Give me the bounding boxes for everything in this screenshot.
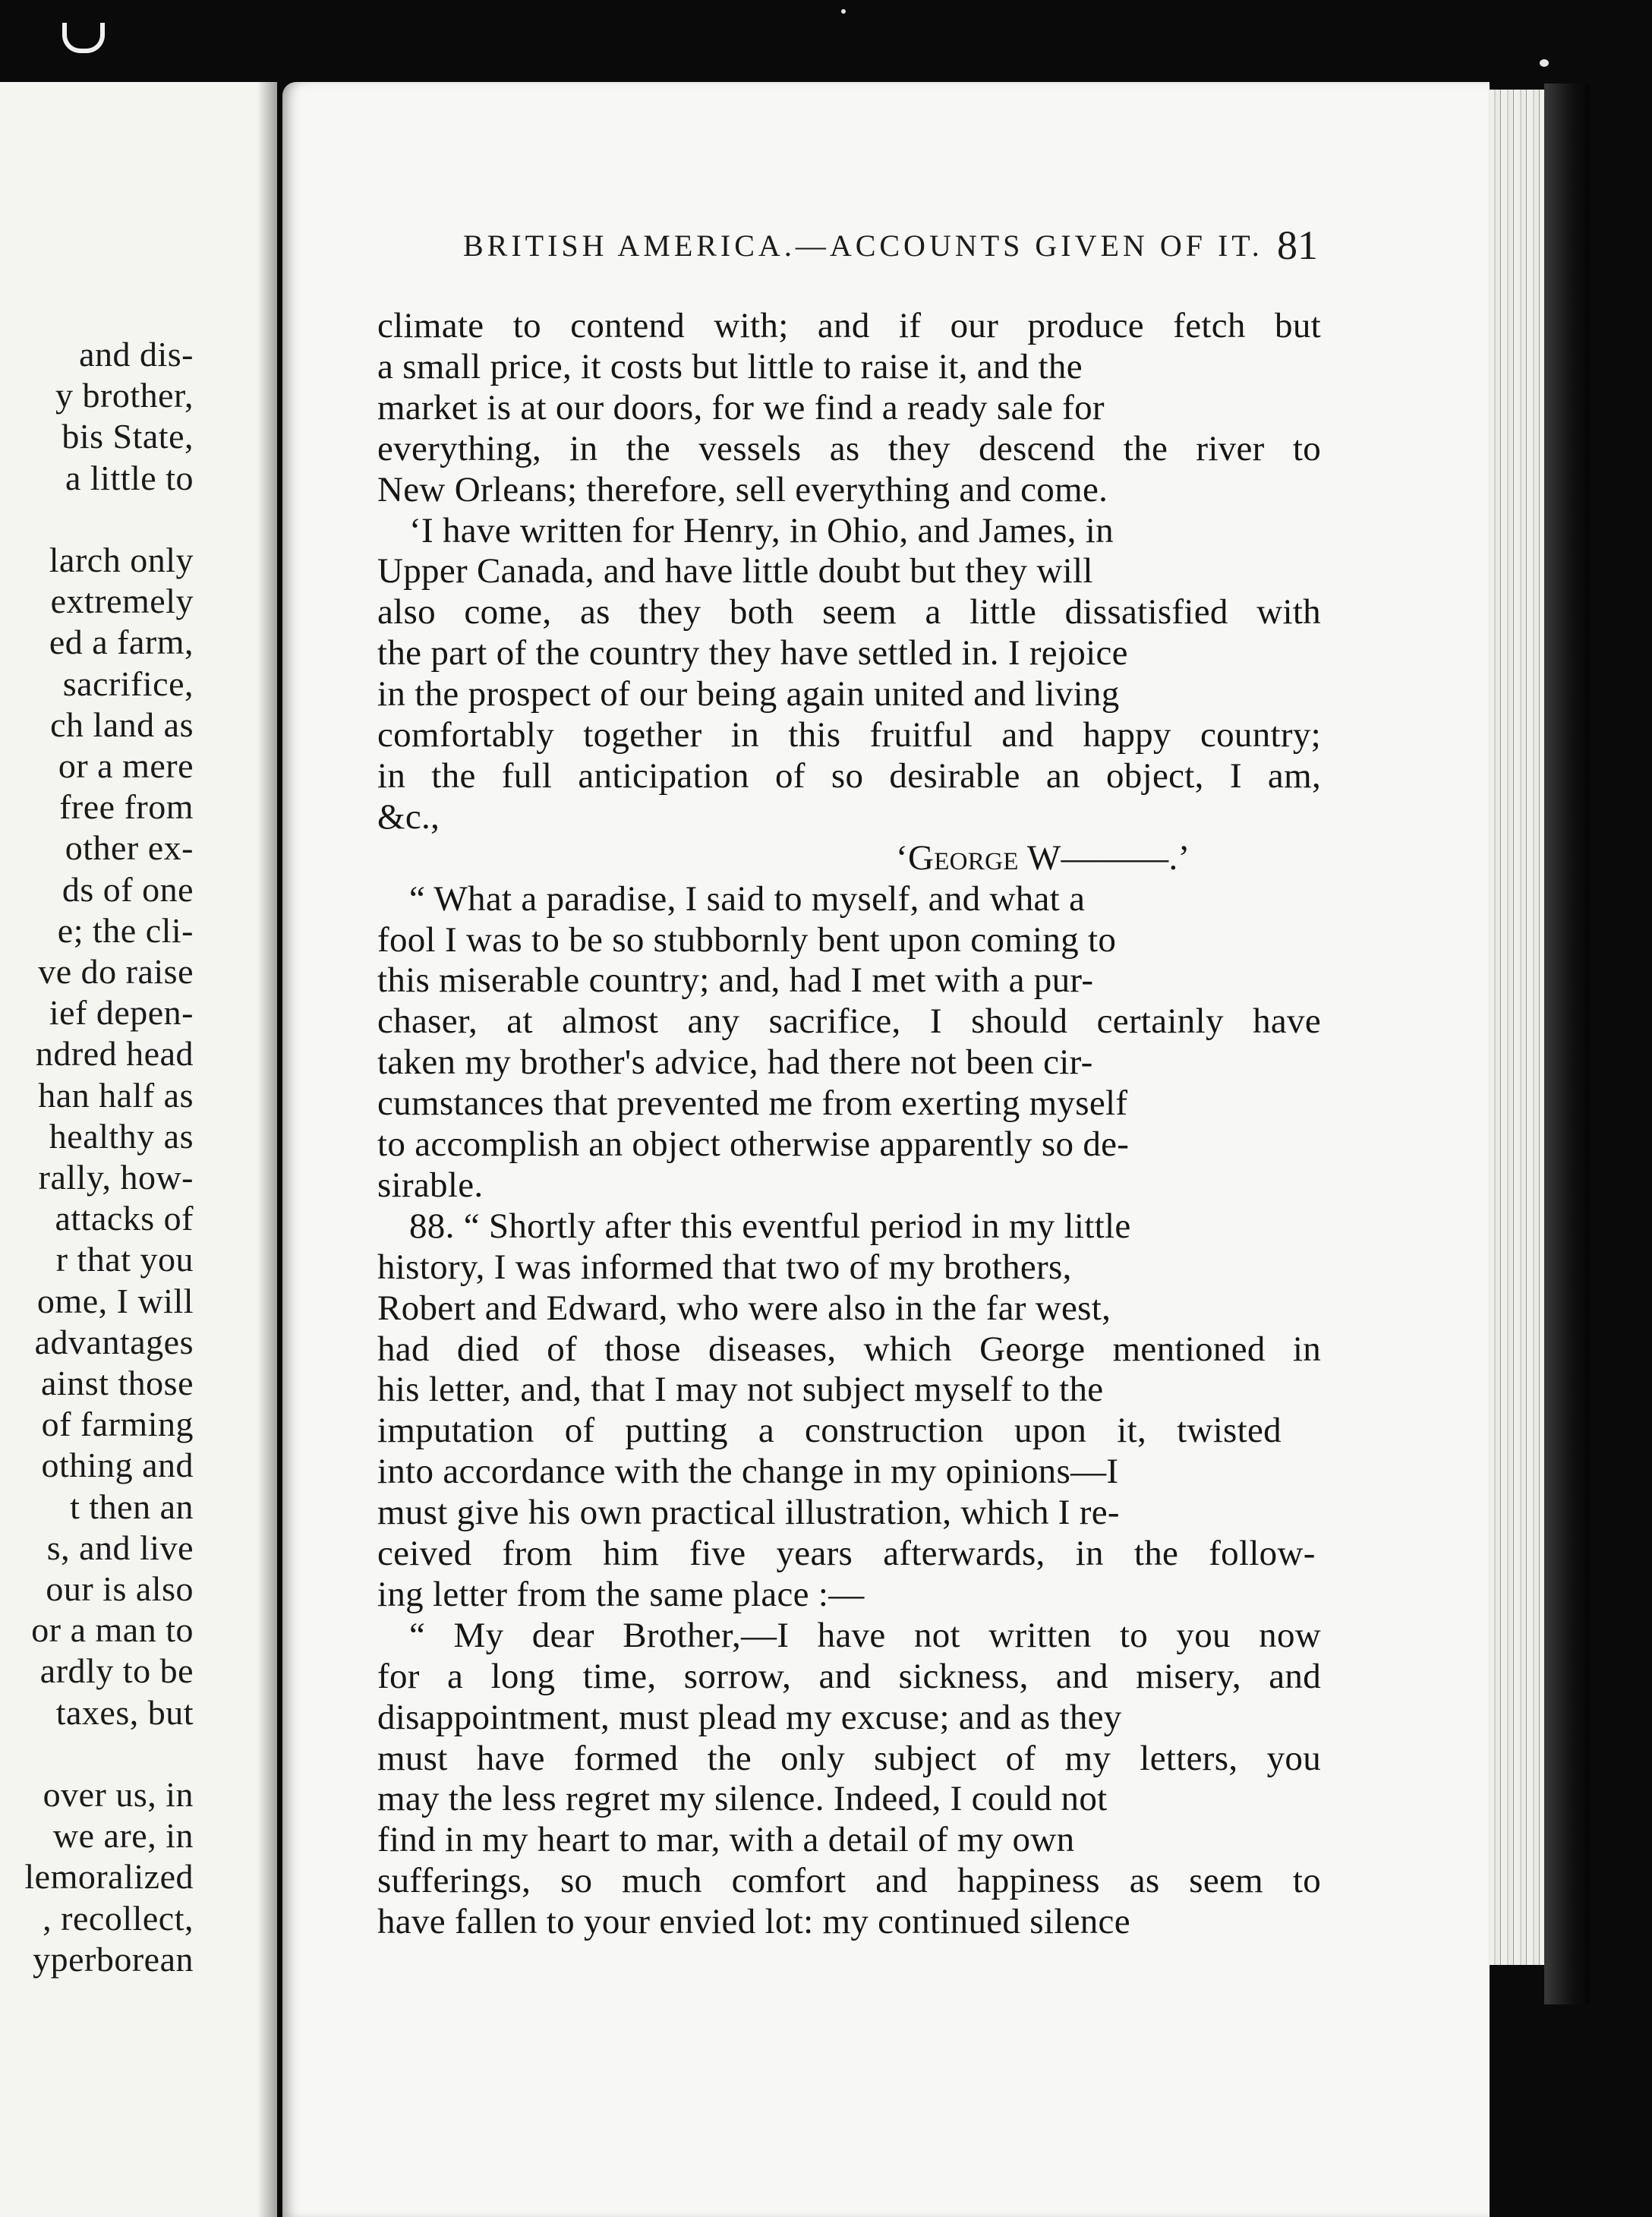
left-page-line: ve do raise bbox=[38, 952, 194, 991]
body-line: may the less regret my silence. Indeed, I could not bbox=[377, 1779, 1108, 1819]
left-page-line: and dis- bbox=[79, 335, 194, 374]
left-page-line: ome, I will bbox=[36, 1281, 194, 1320]
left-page-line: yperborean bbox=[33, 1939, 194, 1979]
body-line: sufferings, so much comfort and happiness as seem to bbox=[377, 1861, 1321, 1901]
left-page-line: e; the cli- bbox=[57, 910, 194, 950]
body-line: the part of the country they have settled in. I rejoice bbox=[377, 633, 1128, 673]
body-line: ‘I have written for Henry, in Ohio, and James, in bbox=[409, 510, 1114, 550]
left-page-line: y brother, bbox=[55, 376, 194, 415]
left-page-line: ardly to be bbox=[39, 1651, 194, 1691]
film-mark bbox=[62, 23, 105, 53]
left-page-line: bis State, bbox=[61, 417, 194, 456]
left-page-line: our is also bbox=[46, 1569, 194, 1608]
body-line: to accomplish an object otherwise apparently so de- bbox=[377, 1124, 1130, 1164]
body-line: fool I was to be so stubbornly bent upon coming to bbox=[377, 919, 1117, 960]
page-number: 81 bbox=[1277, 222, 1318, 268]
body-line: everything, in the vessels as they descend the river to bbox=[377, 428, 1321, 468]
speck-mark bbox=[841, 9, 846, 14]
body-line: must give his own practical illustration, which I re- bbox=[377, 1493, 1120, 1533]
body-line: in the full anticipation of so desirable an object, I am, bbox=[377, 755, 1321, 796]
body-line: must have formed the only subject of my letters, you bbox=[377, 1738, 1321, 1778]
left-page-line: free from bbox=[59, 787, 194, 827]
left-page bbox=[0, 82, 277, 2217]
left-page-line: othing and bbox=[41, 1446, 194, 1485]
left-page-line: ndred head bbox=[35, 1034, 194, 1074]
left-page-line: rally, how- bbox=[38, 1158, 194, 1197]
left-page-line: han half as bbox=[38, 1075, 194, 1115]
left-page-line: larch only bbox=[49, 541, 194, 579]
body-line: “ What a paradise, I said to myself, and what a bbox=[409, 878, 1086, 919]
body-line: ing letter from the same place :— bbox=[377, 1574, 865, 1614]
left-page-line: of farming bbox=[41, 1405, 194, 1444]
body-line: a small price, it costs but little to raise it, and the bbox=[377, 346, 1083, 386]
left-page-line: other ex- bbox=[65, 828, 194, 868]
body-line: comfortably together in this fruitful and happy country; bbox=[377, 715, 1321, 755]
left-page-line: extremely bbox=[50, 582, 194, 621]
left-page-line: ief depen- bbox=[49, 993, 194, 1033]
body-line: climate to contend with; and if our produce fetch but bbox=[377, 306, 1321, 345]
left-page-line: , recollect, bbox=[43, 1898, 194, 1938]
body-line: for a long time, sorrow, and sickness, and misery, and bbox=[377, 1656, 1321, 1696]
left-page-line: advantages bbox=[34, 1322, 194, 1361]
left-page-line: or a man to bbox=[31, 1610, 194, 1650]
body-line: find in my heart to mar, with a detail of my own bbox=[377, 1820, 1075, 1860]
body-line: &c., bbox=[377, 796, 440, 837]
left-page-line: r that you bbox=[55, 1240, 194, 1279]
body-line: into accordance with the change in my opinions—I bbox=[377, 1452, 1119, 1492]
gutter-shadow bbox=[257, 82, 277, 2217]
body-line: in the prospect of our being again united and living bbox=[377, 674, 1120, 714]
body-line: disappointment, must plead my excuse; and as they bbox=[377, 1697, 1122, 1737]
body-line: imputation of putting a construction upon it, twisted bbox=[377, 1411, 1282, 1451]
body-line: cumstances that prevented me from exerting myself bbox=[377, 1083, 1128, 1124]
body-line: New Orleans; therefore, sell everything and come. bbox=[377, 469, 1108, 509]
body-line: sirable. bbox=[377, 1165, 484, 1205]
body-line: chaser, at almost any sacrifice, I should certainly have bbox=[377, 1001, 1321, 1042]
left-page-line: we are, in bbox=[52, 1816, 194, 1856]
body-line: had died of those diseases, which George mentioned in bbox=[377, 1329, 1321, 1369]
body-line: taken my brother's advice, had there not been cir- bbox=[377, 1042, 1093, 1083]
book-cover-edge bbox=[1544, 84, 1590, 2004]
body-line: market is at our doors, for we find a ready sale for bbox=[377, 387, 1105, 427]
left-page-line: a little to bbox=[65, 458, 194, 497]
left-page-line: or a mere bbox=[58, 746, 194, 785]
body-line: Robert and Edward, who were also in the far west, bbox=[377, 1288, 1111, 1328]
left-page-line: t then an bbox=[70, 1487, 194, 1526]
left-page-line: attacks of bbox=[55, 1199, 194, 1238]
left-page-line: s, and live bbox=[46, 1528, 194, 1567]
body-line: also come, as they both seem a little dissatisfied with bbox=[377, 592, 1321, 632]
body-line: this miserable country; and, had I met with a pur- bbox=[377, 960, 1094, 1001]
speck-mark bbox=[1540, 59, 1549, 67]
left-page-line: ed a farm, bbox=[49, 623, 194, 662]
page-edges bbox=[1488, 90, 1544, 1965]
body-line: “ My dear Brother,—I have not written to you now bbox=[409, 1615, 1321, 1655]
running-head: BRITISH AMERICA.—ACCOUNTS GIVEN OF IT. bbox=[463, 229, 1263, 263]
left-page-line: ch land as bbox=[50, 705, 194, 744]
body-line: history, I was informed that two of my brothers, bbox=[377, 1247, 1072, 1287]
left-page-line: ainst those bbox=[41, 1364, 194, 1402]
body-line: Upper Canada, and have little doubt but they will bbox=[377, 551, 1093, 591]
left-page-line: over us, in bbox=[43, 1775, 194, 1814]
left-page-line: healthy as bbox=[49, 1116, 194, 1156]
body-line: ceived from him five years afterwards, in the follow- bbox=[377, 1534, 1316, 1573]
left-page-line: lemoralized bbox=[24, 1857, 194, 1897]
body-line: 88. “ Shortly after this eventful period in my little bbox=[409, 1206, 1131, 1246]
body-line: have fallen to your envied lot: my continued silence bbox=[377, 1902, 1130, 1942]
left-page-line: taxes, but bbox=[55, 1692, 194, 1732]
left-page-line: ds of one bbox=[61, 869, 194, 909]
body-line: his letter, and, that I may not subject myself to the bbox=[377, 1370, 1104, 1410]
left-page-line: sacrifice, bbox=[62, 664, 194, 703]
body-line: ‘George W———.’ bbox=[896, 837, 1190, 878]
